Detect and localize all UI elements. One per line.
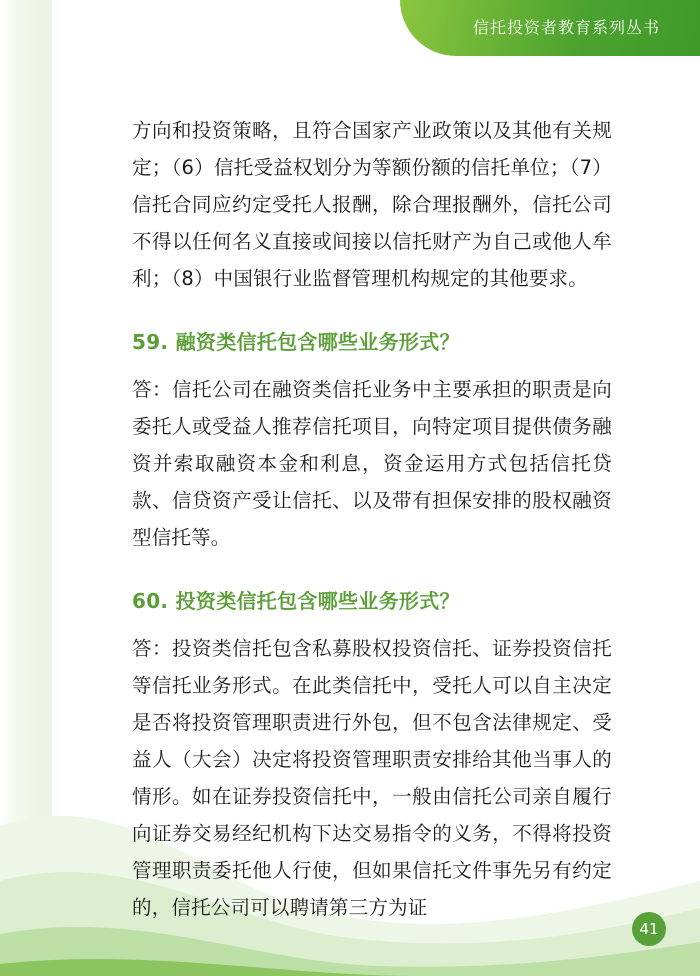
series-title: 信托投资者教育系列丛书 bbox=[472, 18, 660, 37]
question-heading-60: 60. 投资类信托包含哪些业务形式？ bbox=[132, 589, 460, 613]
page-number-badge: 41 bbox=[632, 912, 666, 946]
question-heading-59: 59. 融资类信托包含哪些业务形式？ bbox=[132, 330, 460, 354]
continued-paragraph: 方向和投资策略，且符合国家产业政策以及其他有关规定；（6）信托受益权划分为等额份额的信托单位；（7）信托合同应约定受托人报酬，除合理报酬外，信托公司不得以任何名义直接或间接以信托财产为自己或他人牟利；（8）中国银行业监督管理机构规定的其他要求。 bbox=[132, 119, 612, 290]
answer-text-60: 答：投资类信托包含私募股权投资信托、证券投资信托等信托业务形式。在此类信托中，受托人可以自主决定是否将投资管理职责进行外包，但不包含法律规定、受益人（大会）决定将投资管理职责安排给其他当事人的情形。如在证券投资信托中，一般由信托公司亲自履行向证券交易经纪机构下达交易指令的义务，不得将投资管理职责委托他人行使，但如果信托文件事先另有约定的，信托公司可以聘请第三方为证 bbox=[132, 637, 612, 919]
page-content bbox=[132, 112, 612, 926]
answer-text-59: 答：信托公司在融资类信托业务中主要承担的职责是向委托人或受益人推荐信托项目，向特定项目提供债务融资并索取融资本金和利息，资金运用方式包括信托贷款、信贷资产受让信托、以及带有担保安排的股权融资型信托等。 bbox=[132, 378, 612, 549]
